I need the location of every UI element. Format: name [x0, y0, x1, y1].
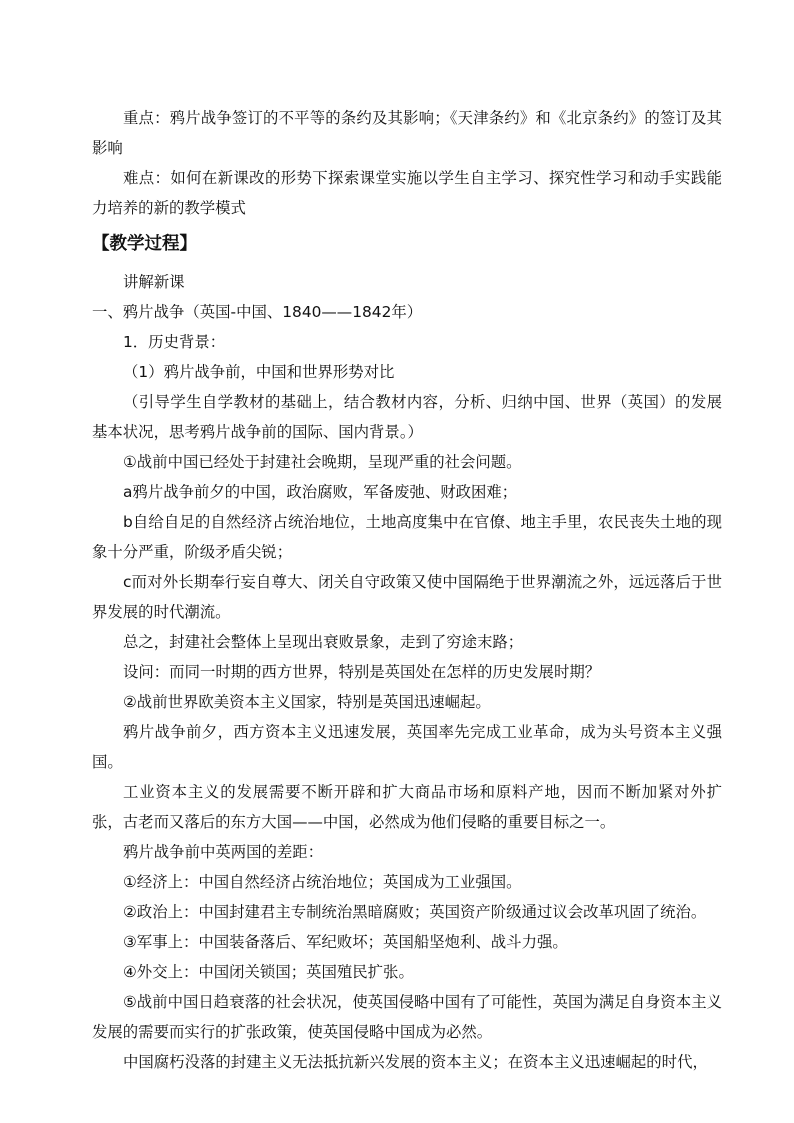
sub1-label: （1）鸦片战争前，中国和世界形势对比: [123, 363, 395, 381]
point-a-paragraph: a鸦片战争前夕的中国，政治腐败，军备废弛、财政困难；: [123, 483, 518, 501]
question-paragraph: 设问：而同一时期的西方世界，特别是英国处在怎样的历史发展时期？: [123, 663, 601, 681]
gap-conclusion: ⑤战前中国日趋衰落的社会状况，使英国侵略中国有了可能性，英国为满足自身资本主义发展的需要而实行的扩张政策，使英国侵略中国成为必然。: [92, 993, 722, 1041]
difficulties-paragraph: 难点：如何在新课改的形势下探索课堂实施以学生自主学习、探究性学习和动手实践能力培养的新的教学模式: [92, 169, 722, 217]
lecture-label: 讲解新课: [123, 273, 185, 291]
part1-title: 一、鸦片战争（英国-中国、1840——1842年）: [92, 303, 423, 321]
point-b-paragraph: b自给自足的自然经济占统治地位，土地高度集中在官僚、地主手里，农民丧失土地的现象十分严重，阶级矛盾尖锐；: [92, 513, 722, 561]
conclusion-paragraph: 中国腐朽没落的封建主义无法抵抗新兴发展的资本主义；在资本主义迅速崛起的时代，: [123, 1053, 708, 1071]
eve-paragraph: 鸦片战争前夕，西方资本主义迅速发展，英国率先完成工业革命，成为头号资本主义强国。: [92, 723, 722, 771]
section-title: 【教学过程】: [92, 234, 197, 254]
gap-diplomatic: ④外交上：中国闭关锁国；英国殖民扩张。: [123, 963, 414, 981]
key-points-paragraph: 重点：鸦片战争签订的不平等的条约及其影响；《天津条约》和《北京条约》的签订及其影响: [92, 109, 722, 157]
guide-paragraph: （引导学生自学教材的基础上，结合教材内容，分析、归纳中国、世界（英国）的发展基本状况，思考鸦片战争前的国际、国内背景。）: [92, 393, 722, 441]
gap-political: ②政治上：中国封建君主专制统治黑暗腐败；英国资产阶级通过议会改革巩固了统治。: [123, 903, 707, 921]
industrial-paragraph: 工业资本主义的发展需要不断开辟和扩大商品市场和原料产地，因而不断加紧对外扩张，古老而又落后的东方大国——中国，必然成为他们侵略的重要目标之一。: [92, 783, 722, 831]
gap-military: ③军事上：中国装备落后、军纪败坏；英国船坚炮利、战斗力强。: [123, 933, 568, 951]
gap-title: 鸦片战争前中英两国的差距：: [123, 843, 324, 861]
summary-paragraph: 总之，封建社会整体上呈现出衰败景象，走到了穷途末路；: [123, 633, 524, 651]
document-body: [92, 103, 722, 1077]
item1-label: 1．历史背景：: [123, 333, 226, 351]
west-state-paragraph: ②战前世界欧美资本主义国家，特别是英国迅速崛起。: [123, 693, 491, 711]
point-c-paragraph: c而对外长期奉行妄自尊大、闭关自守政策又使中国隔绝于世界潮流之外，远远落后于世界发展的时代潮流。: [92, 573, 722, 621]
china-state-paragraph: ①战前中国已经处于封建社会晚期，呈现严重的社会问题。: [123, 453, 522, 471]
gap-economic: ①经济上：中国自然经济占统治地位；英国成为工业强国。: [123, 873, 522, 891]
